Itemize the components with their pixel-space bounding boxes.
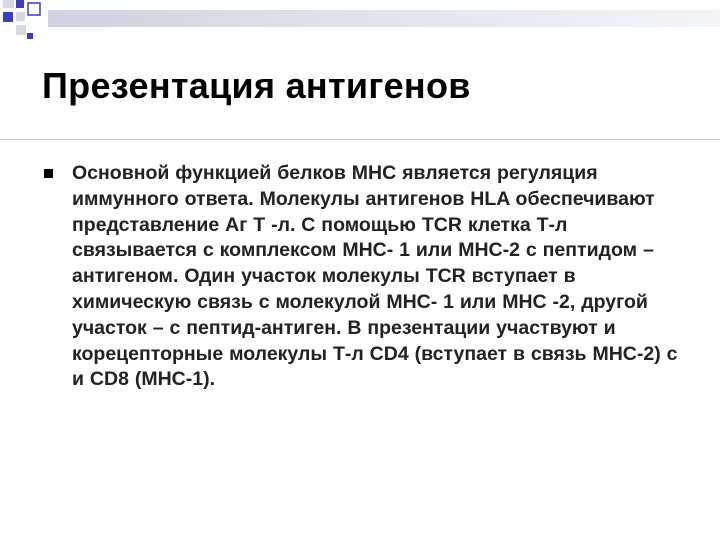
decor-square-blue-low (27, 33, 33, 39)
header-gradient-bar (48, 10, 720, 27)
decor-square-blue-top (16, 0, 24, 8)
title-divider (0, 139, 720, 140)
decor-square-outline-top (28, 3, 40, 15)
slide-title: Презентация антигенов (42, 65, 471, 106)
decor-square-gray-top-left (3, 0, 14, 8)
decor-square-gray-mid (16, 12, 25, 21)
bullet-text: Основной функцией белков МНС является регуляция иммунного ответа. Молекулы антигенов HLA обеспечивают представление Аг Т -л. С помощью TCR клетка Т-л связывается с комплексом МНС- 1 или МНС-2 с пептидом – антигеном. Один участок молекулы TCR вступает в химическую связь с молекулой МНС- 1 или МНС -2, другой участок – с пептид-антиген. В презентации участвуют и корецепторные молекулы Т-л CD4 (вступает в связь МНС-2) с и CD8 (МНС-1). (72, 162, 678, 391)
header-decoration (0, 0, 720, 60)
bullet-item (44, 161, 694, 393)
decor-square-gray-low (16, 25, 26, 35)
decor-square-blue-left (3, 12, 13, 22)
square-bullet-icon (44, 169, 53, 178)
